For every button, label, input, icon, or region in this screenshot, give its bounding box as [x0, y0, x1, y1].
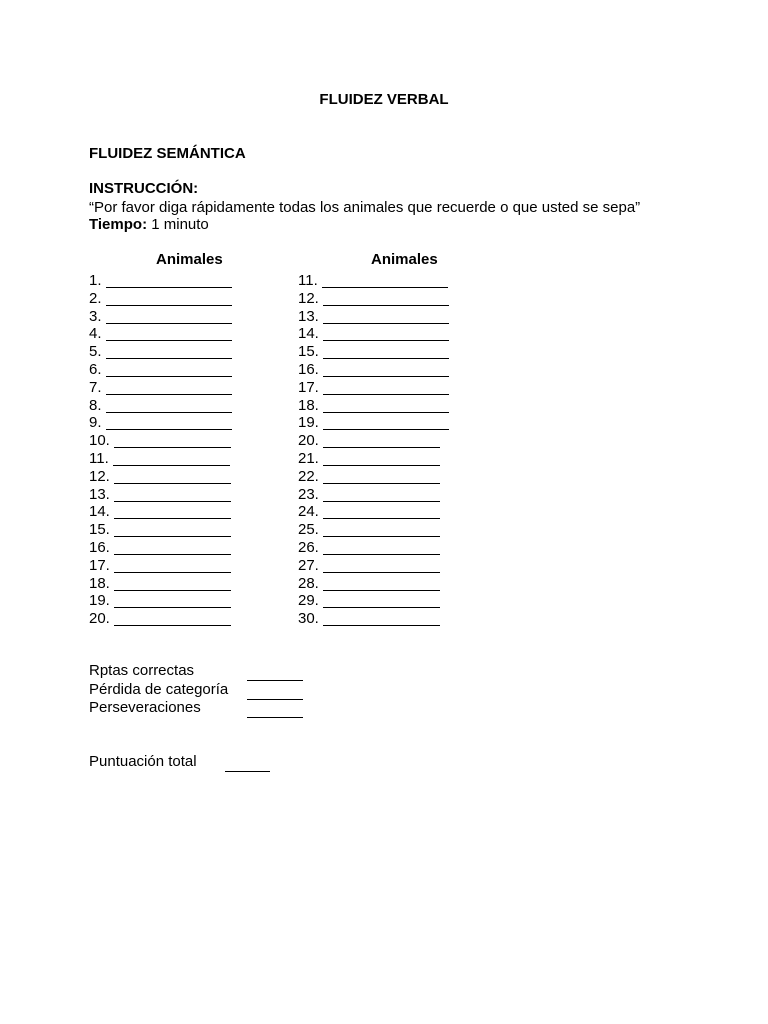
list-item — [89, 502, 289, 520]
list-item — [298, 449, 498, 467]
section-title: FLUIDEZ SEMÁNTICA — [89, 145, 246, 162]
list-item — [298, 413, 498, 431]
list-item — [298, 378, 498, 396]
item-number: 19. — [89, 592, 110, 610]
answer-blank[interactable] — [323, 292, 449, 306]
answer-blank[interactable] — [106, 399, 232, 413]
list-item — [298, 556, 498, 574]
answer-blank[interactable] — [323, 345, 449, 359]
item-number: 13. — [298, 307, 319, 325]
list-item — [298, 591, 498, 609]
item-number: 25. — [298, 521, 319, 539]
answer-blank[interactable] — [323, 416, 449, 430]
list-item — [298, 485, 498, 503]
answer-blank[interactable] — [106, 345, 232, 359]
item-number: 14. — [298, 325, 319, 343]
animal-column-1 — [89, 251, 289, 627]
list-item — [298, 520, 498, 538]
list-item — [298, 538, 498, 556]
page-title: FLUIDEZ VERBAL — [319, 91, 449, 108]
list-item — [89, 360, 289, 378]
list-item — [298, 307, 498, 325]
list-item — [298, 574, 498, 592]
answer-blank[interactable] — [323, 594, 440, 608]
item-number: 27. — [298, 556, 319, 574]
list-item — [298, 271, 498, 289]
answer-blank[interactable] — [114, 523, 231, 537]
answer-blank[interactable] — [114, 612, 231, 626]
list-item — [89, 413, 289, 431]
item-number: 16. — [89, 538, 110, 556]
item-number: 24. — [298, 503, 319, 521]
list-item — [89, 574, 289, 592]
answer-blank[interactable] — [323, 399, 449, 413]
animal-column-2 — [298, 251, 498, 627]
answer-blank[interactable] — [323, 559, 440, 573]
score-blank[interactable] — [247, 717, 303, 718]
item-number: 8. — [89, 396, 102, 414]
item-number: 28. — [298, 574, 319, 592]
answer-blank[interactable] — [323, 327, 449, 341]
answer-blank[interactable] — [114, 541, 231, 555]
item-number: 5. — [89, 343, 102, 361]
item-number: 26. — [298, 538, 319, 556]
answer-blank[interactable] — [323, 577, 440, 591]
answer-blank[interactable] — [106, 292, 232, 306]
answer-blank[interactable] — [114, 470, 231, 484]
list-item — [89, 324, 289, 342]
answer-blank[interactable] — [323, 381, 449, 395]
item-number: 20. — [89, 610, 110, 628]
score-label: Perseveraciones — [89, 699, 201, 716]
answer-blank[interactable] — [323, 541, 440, 555]
item-number: 6. — [89, 360, 102, 378]
item-number: 18. — [298, 396, 319, 414]
list-item — [89, 449, 289, 467]
item-number: 20. — [298, 432, 319, 450]
instruction-label: INSTRUCCIÓN: — [89, 180, 199, 197]
answer-blank[interactable] — [114, 505, 231, 519]
item-number: 14. — [89, 503, 110, 521]
answer-blank[interactable] — [323, 470, 440, 484]
list-item — [89, 431, 289, 449]
list-item — [298, 396, 498, 414]
answer-blank[interactable] — [323, 505, 440, 519]
list-item — [89, 520, 289, 538]
item-number: 21. — [298, 449, 319, 467]
item-number: 18. — [89, 574, 110, 592]
answer-blank[interactable] — [114, 577, 231, 591]
item-number: 30. — [298, 610, 319, 628]
list-item — [89, 556, 289, 574]
item-number: 3. — [89, 307, 102, 325]
list-item — [89, 271, 289, 289]
column-rows — [89, 271, 289, 627]
answer-blank[interactable] — [114, 594, 231, 608]
tiempo-value: 1 minuto — [151, 216, 209, 233]
score-label: Puntuación total — [89, 753, 197, 770]
item-number: 19. — [298, 414, 319, 432]
list-item — [298, 502, 498, 520]
answer-blank[interactable] — [323, 452, 440, 466]
list-item — [89, 289, 289, 307]
item-number: 17. — [298, 378, 319, 396]
item-number: 23. — [298, 485, 319, 503]
list-item — [298, 289, 498, 307]
answer-blank[interactable] — [114, 434, 231, 448]
score-label: Pérdida de categoría — [89, 681, 229, 698]
item-number: 7. — [89, 378, 102, 396]
item-number: 16. — [298, 360, 319, 378]
list-item — [89, 485, 289, 503]
answer-blank[interactable] — [106, 327, 232, 341]
answer-blank[interactable] — [323, 612, 440, 626]
answer-blank[interactable] — [322, 274, 448, 288]
list-item — [298, 324, 498, 342]
tiempo-label: Tiempo: — [89, 216, 148, 233]
list-item — [298, 431, 498, 449]
answer-blank[interactable] — [106, 381, 232, 395]
instruction-text: “Por favor diga rápidamente todas los animales que recuerde o que usted se sepa” — [89, 199, 641, 216]
item-number: 22. — [298, 467, 319, 485]
answer-blank[interactable] — [106, 363, 232, 377]
item-number: 11. — [298, 272, 318, 289]
list-item — [89, 467, 289, 485]
answer-blank[interactable] — [323, 434, 440, 448]
answer-blank[interactable] — [106, 310, 232, 324]
answer-blank[interactable] — [114, 559, 231, 573]
column-header: Animales — [371, 251, 438, 268]
column-header: Animales — [156, 251, 223, 268]
answer-blank[interactable] — [113, 452, 230, 466]
item-number: 11. — [89, 449, 109, 467]
score-label: Rptas correctas — [89, 662, 195, 679]
list-item — [298, 467, 498, 485]
item-number: 12. — [89, 467, 110, 485]
score-blank[interactable] — [247, 699, 303, 700]
list-item — [89, 342, 289, 360]
list-item — [89, 609, 289, 627]
answer-blank[interactable] — [323, 523, 440, 537]
list-item — [298, 360, 498, 378]
list-item — [89, 378, 289, 396]
item-number: 15. — [89, 521, 110, 539]
answer-blank[interactable] — [106, 416, 232, 430]
list-item — [298, 342, 498, 360]
answer-blank[interactable] — [323, 488, 440, 502]
answer-blank[interactable] — [114, 488, 231, 502]
list-item — [89, 538, 289, 556]
item-number: 17. — [89, 556, 110, 574]
item-number: 15. — [298, 343, 319, 361]
column-rows — [298, 271, 498, 627]
list-item — [89, 396, 289, 414]
score-blank[interactable] — [225, 771, 270, 772]
item-number: 13. — [89, 485, 110, 503]
item-number: 2. — [89, 289, 102, 307]
answer-blank[interactable] — [323, 363, 449, 377]
score-blank[interactable] — [247, 680, 303, 681]
item-number: 4. — [89, 325, 102, 343]
item-number: 29. — [298, 592, 319, 610]
answer-blank[interactable] — [323, 310, 449, 324]
tiempo-line — [89, 216, 209, 233]
item-number: 10. — [89, 432, 110, 450]
list-item — [89, 591, 289, 609]
answer-blank[interactable] — [106, 274, 232, 288]
item-number: 1. — [89, 272, 102, 289]
item-number: 12. — [298, 289, 319, 307]
list-item — [298, 609, 498, 627]
item-number: 9. — [89, 414, 102, 432]
list-item — [89, 307, 289, 325]
